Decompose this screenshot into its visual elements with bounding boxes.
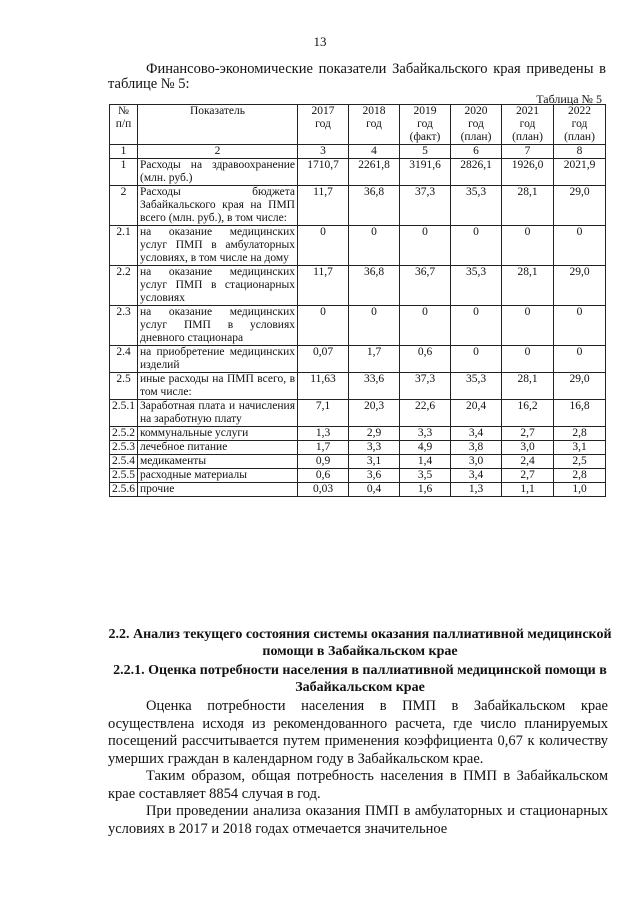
column-header-line: (план) [460, 131, 492, 143]
value-cell: 3191,6 [400, 159, 451, 186]
page-number: 13 [313, 34, 327, 49]
value-cell: 20,3 [349, 400, 400, 427]
row-number: 2.5.4 [110, 455, 138, 469]
value-cell: 2,7 [502, 427, 554, 441]
column-header [554, 105, 606, 145]
value-cell: 0 [400, 226, 451, 266]
table-row [110, 469, 606, 483]
value-cell: 3,1 [554, 441, 606, 455]
column-number: 8 [554, 145, 606, 159]
table-row [110, 186, 606, 226]
value-cell: 3,3 [349, 441, 400, 455]
table-row [110, 226, 606, 266]
value-cell: 2021,9 [554, 159, 606, 186]
column-header [138, 105, 298, 145]
column-header-line: год [315, 118, 331, 130]
subsection-heading: 2.2.1. Оценка потребности населения в паллиативной медицинской помощи в Забайкальском крае [113, 663, 607, 695]
value-cell: 0 [298, 306, 349, 346]
column-header-line: п/п [115, 118, 132, 130]
column-header [502, 105, 554, 145]
value-cell: 16,2 [502, 400, 554, 427]
value-cell: 0 [554, 306, 606, 346]
value-cell: 3,0 [502, 441, 554, 455]
value-cell: 20,4 [451, 400, 502, 427]
value-cell: 2,8 [554, 469, 606, 483]
table-row [110, 373, 606, 400]
value-cell: 3,8 [451, 441, 502, 455]
value-cell: 0 [451, 226, 502, 266]
value-cell: 29,0 [554, 373, 606, 400]
row-number: 2.3 [110, 306, 138, 346]
value-cell: 28,1 [502, 266, 554, 306]
value-cell: 3,5 [400, 469, 451, 483]
row-number: 2.5 [110, 373, 138, 400]
table-caption: Таблица № 5 [536, 92, 602, 106]
row-number: 2 [110, 186, 138, 226]
indicator-label: расходные материалы [138, 469, 298, 483]
value-cell: 2,9 [349, 427, 400, 441]
value-cell: 1,7 [298, 441, 349, 455]
value-cell: 0 [502, 346, 554, 373]
value-cell: 0,4 [349, 483, 400, 497]
value-cell: 1,6 [400, 483, 451, 497]
table-header [110, 105, 606, 159]
column-header [110, 105, 138, 145]
column-header-line: № [118, 105, 129, 117]
value-cell: 2,7 [502, 469, 554, 483]
value-cell: 2261,8 [349, 159, 400, 186]
indicator-label: на оказание медицинских услуг ПМП в амбулаторных условиях, в том числе на дому [138, 226, 298, 266]
indicator-label: Заработная плата и начисления на заработную плату [138, 400, 298, 427]
indicator-label: лечебное питание [138, 441, 298, 455]
value-cell: 0 [349, 306, 400, 346]
paragraph-3: При проведении анализа оказания ПМП в амбулаторных и стационарных условиях в 2017 и 2018 годах отмечается значительное [108, 803, 608, 837]
value-cell: 11,63 [298, 373, 349, 400]
paragraph-2: Таким образом, общая потребность населения в ПМП в Забайкальском крае составляет 8854 случая в год. [108, 768, 608, 802]
indicator-label: иные расходы на ПМП всего, в том числе: [138, 373, 298, 400]
value-cell: 11,7 [298, 266, 349, 306]
value-cell: 0,6 [298, 469, 349, 483]
value-cell: 16,8 [554, 400, 606, 427]
value-cell: 0 [554, 346, 606, 373]
value-cell: 1,3 [298, 427, 349, 441]
value-cell: 7,1 [298, 400, 349, 427]
indicator-label: на оказание медицинских услуг ПМП в условиях дневного стационара [138, 306, 298, 346]
column-header-line: (факт) [409, 131, 441, 143]
value-cell: 1,7 [349, 346, 400, 373]
indicator-label: коммунальные услуги [138, 427, 298, 441]
financial-indicators-table [109, 104, 606, 497]
column-header-line: 2022 [568, 105, 591, 117]
row-number: 2.5.1 [110, 400, 138, 427]
column-header-line: год [571, 118, 588, 130]
value-cell: 0 [298, 226, 349, 266]
value-cell: 1710,7 [298, 159, 349, 186]
value-cell: 11,7 [298, 186, 349, 226]
indicator-label: Расходы бюджета Забайкальского края на ПМП всего (млн. руб.), в том числе: [138, 186, 298, 226]
column-header-line: (план) [512, 131, 543, 143]
value-cell: 3,0 [451, 455, 502, 469]
value-cell: 0 [349, 226, 400, 266]
table-row [110, 266, 606, 306]
row-number: 2.5.2 [110, 427, 138, 441]
row-number: 2.1 [110, 226, 138, 266]
value-cell: 37,3 [400, 373, 451, 400]
column-number: 1 [110, 145, 138, 159]
value-cell: 37,3 [400, 186, 451, 226]
value-cell: 2,4 [502, 455, 554, 469]
table-row [110, 306, 606, 346]
value-cell: 0,6 [400, 346, 451, 373]
value-cell: 1,0 [554, 483, 606, 497]
value-cell: 0,07 [298, 346, 349, 373]
value-cell: 1,4 [400, 455, 451, 469]
column-number-row [110, 145, 606, 159]
column-header-line: 2020 [464, 105, 488, 117]
value-cell: 0 [502, 306, 554, 346]
section-heading: 2.2. Анализ текущего состояния системы оказания паллиативной медицинской помощи в Забайкальском крае [108, 627, 612, 659]
row-number: 2.5.5 [110, 469, 138, 483]
value-cell: 3,6 [349, 469, 400, 483]
column-number: 2 [138, 145, 298, 159]
indicator-label: на оказание медицинских услуг ПМП в стационарных условиях [138, 266, 298, 306]
column-number: 7 [502, 145, 554, 159]
value-cell: 2,8 [554, 427, 606, 441]
value-cell: 29,0 [554, 186, 606, 226]
value-cell: 1,1 [502, 483, 554, 497]
value-cell: 35,3 [451, 373, 502, 400]
value-cell: 36,8 [349, 266, 400, 306]
value-cell: 1,3 [451, 483, 502, 497]
column-header-line: год [468, 118, 484, 130]
table-row [110, 159, 606, 186]
value-cell: 0 [554, 226, 606, 266]
value-cell: 29,0 [554, 266, 606, 306]
value-cell: 3,4 [451, 469, 502, 483]
header-row [110, 105, 606, 145]
row-number: 1 [110, 159, 138, 186]
column-number: 5 [400, 145, 451, 159]
value-cell: 3,4 [451, 427, 502, 441]
value-cell: 36,7 [400, 266, 451, 306]
value-cell: 2826,1 [451, 159, 502, 186]
table-row [110, 455, 606, 469]
value-cell: 3,3 [400, 427, 451, 441]
indicator-label: медикаменты [138, 455, 298, 469]
indicator-label: на приобретение медицинских изделий [138, 346, 298, 373]
table-body [110, 159, 606, 497]
indicator-label: Расходы на здравоохранение (млн. руб.) [138, 159, 298, 186]
column-number: 6 [451, 145, 502, 159]
column-header-line: год [519, 118, 536, 130]
value-cell: 0 [400, 306, 451, 346]
value-cell: 2,5 [554, 455, 606, 469]
indicator-label: прочие [138, 483, 298, 497]
table-row [110, 427, 606, 441]
intro-paragraph: Финансово-экономические показатели Забайкальского края приведены в таблице № 5: [108, 61, 606, 92]
value-cell: 0 [502, 226, 554, 266]
column-header-line: Показатель [189, 105, 246, 117]
table-row [110, 483, 606, 497]
table-row [110, 400, 606, 427]
value-cell: 0 [451, 346, 502, 373]
value-cell: 0,03 [298, 483, 349, 497]
value-cell: 36,8 [349, 186, 400, 226]
value-cell: 0,9 [298, 455, 349, 469]
column-header-line: 2018 [362, 105, 386, 117]
column-number: 3 [298, 145, 349, 159]
column-header [298, 105, 349, 145]
column-header [400, 105, 451, 145]
column-header-line: 2017 [311, 105, 335, 117]
row-number: 2.5.3 [110, 441, 138, 455]
column-header-line: год [366, 118, 382, 130]
row-number: 2.4 [110, 346, 138, 373]
column-number: 4 [349, 145, 400, 159]
column-header [349, 105, 400, 145]
value-cell: 35,3 [451, 266, 502, 306]
table-row [110, 346, 606, 373]
value-cell: 28,1 [502, 186, 554, 226]
column-header-line: 2019 [413, 105, 437, 117]
value-cell: 1926,0 [502, 159, 554, 186]
value-cell: 3,1 [349, 455, 400, 469]
column-header-line: 2021 [516, 105, 539, 117]
value-cell: 4,9 [400, 441, 451, 455]
value-cell: 22,6 [400, 400, 451, 427]
row-number: 2.5.6 [110, 483, 138, 497]
paragraph-1: Оценка потребности населения в ПМП в Забайкальском крае осуществлена исходя из рекомендованного расчета, где число планируемых посещений рассчитывается путем применения коэффициента 0,67 к количеству умерших граждан в календарном году в Забайкальском крае. [108, 698, 608, 767]
column-header-line: год [417, 118, 433, 130]
value-cell: 0 [451, 306, 502, 346]
column-header-line: (план) [564, 131, 595, 143]
row-number: 2.2 [110, 266, 138, 306]
value-cell: 28,1 [502, 373, 554, 400]
value-cell: 33,6 [349, 373, 400, 400]
column-header [451, 105, 502, 145]
value-cell: 35,3 [451, 186, 502, 226]
table-row [110, 441, 606, 455]
